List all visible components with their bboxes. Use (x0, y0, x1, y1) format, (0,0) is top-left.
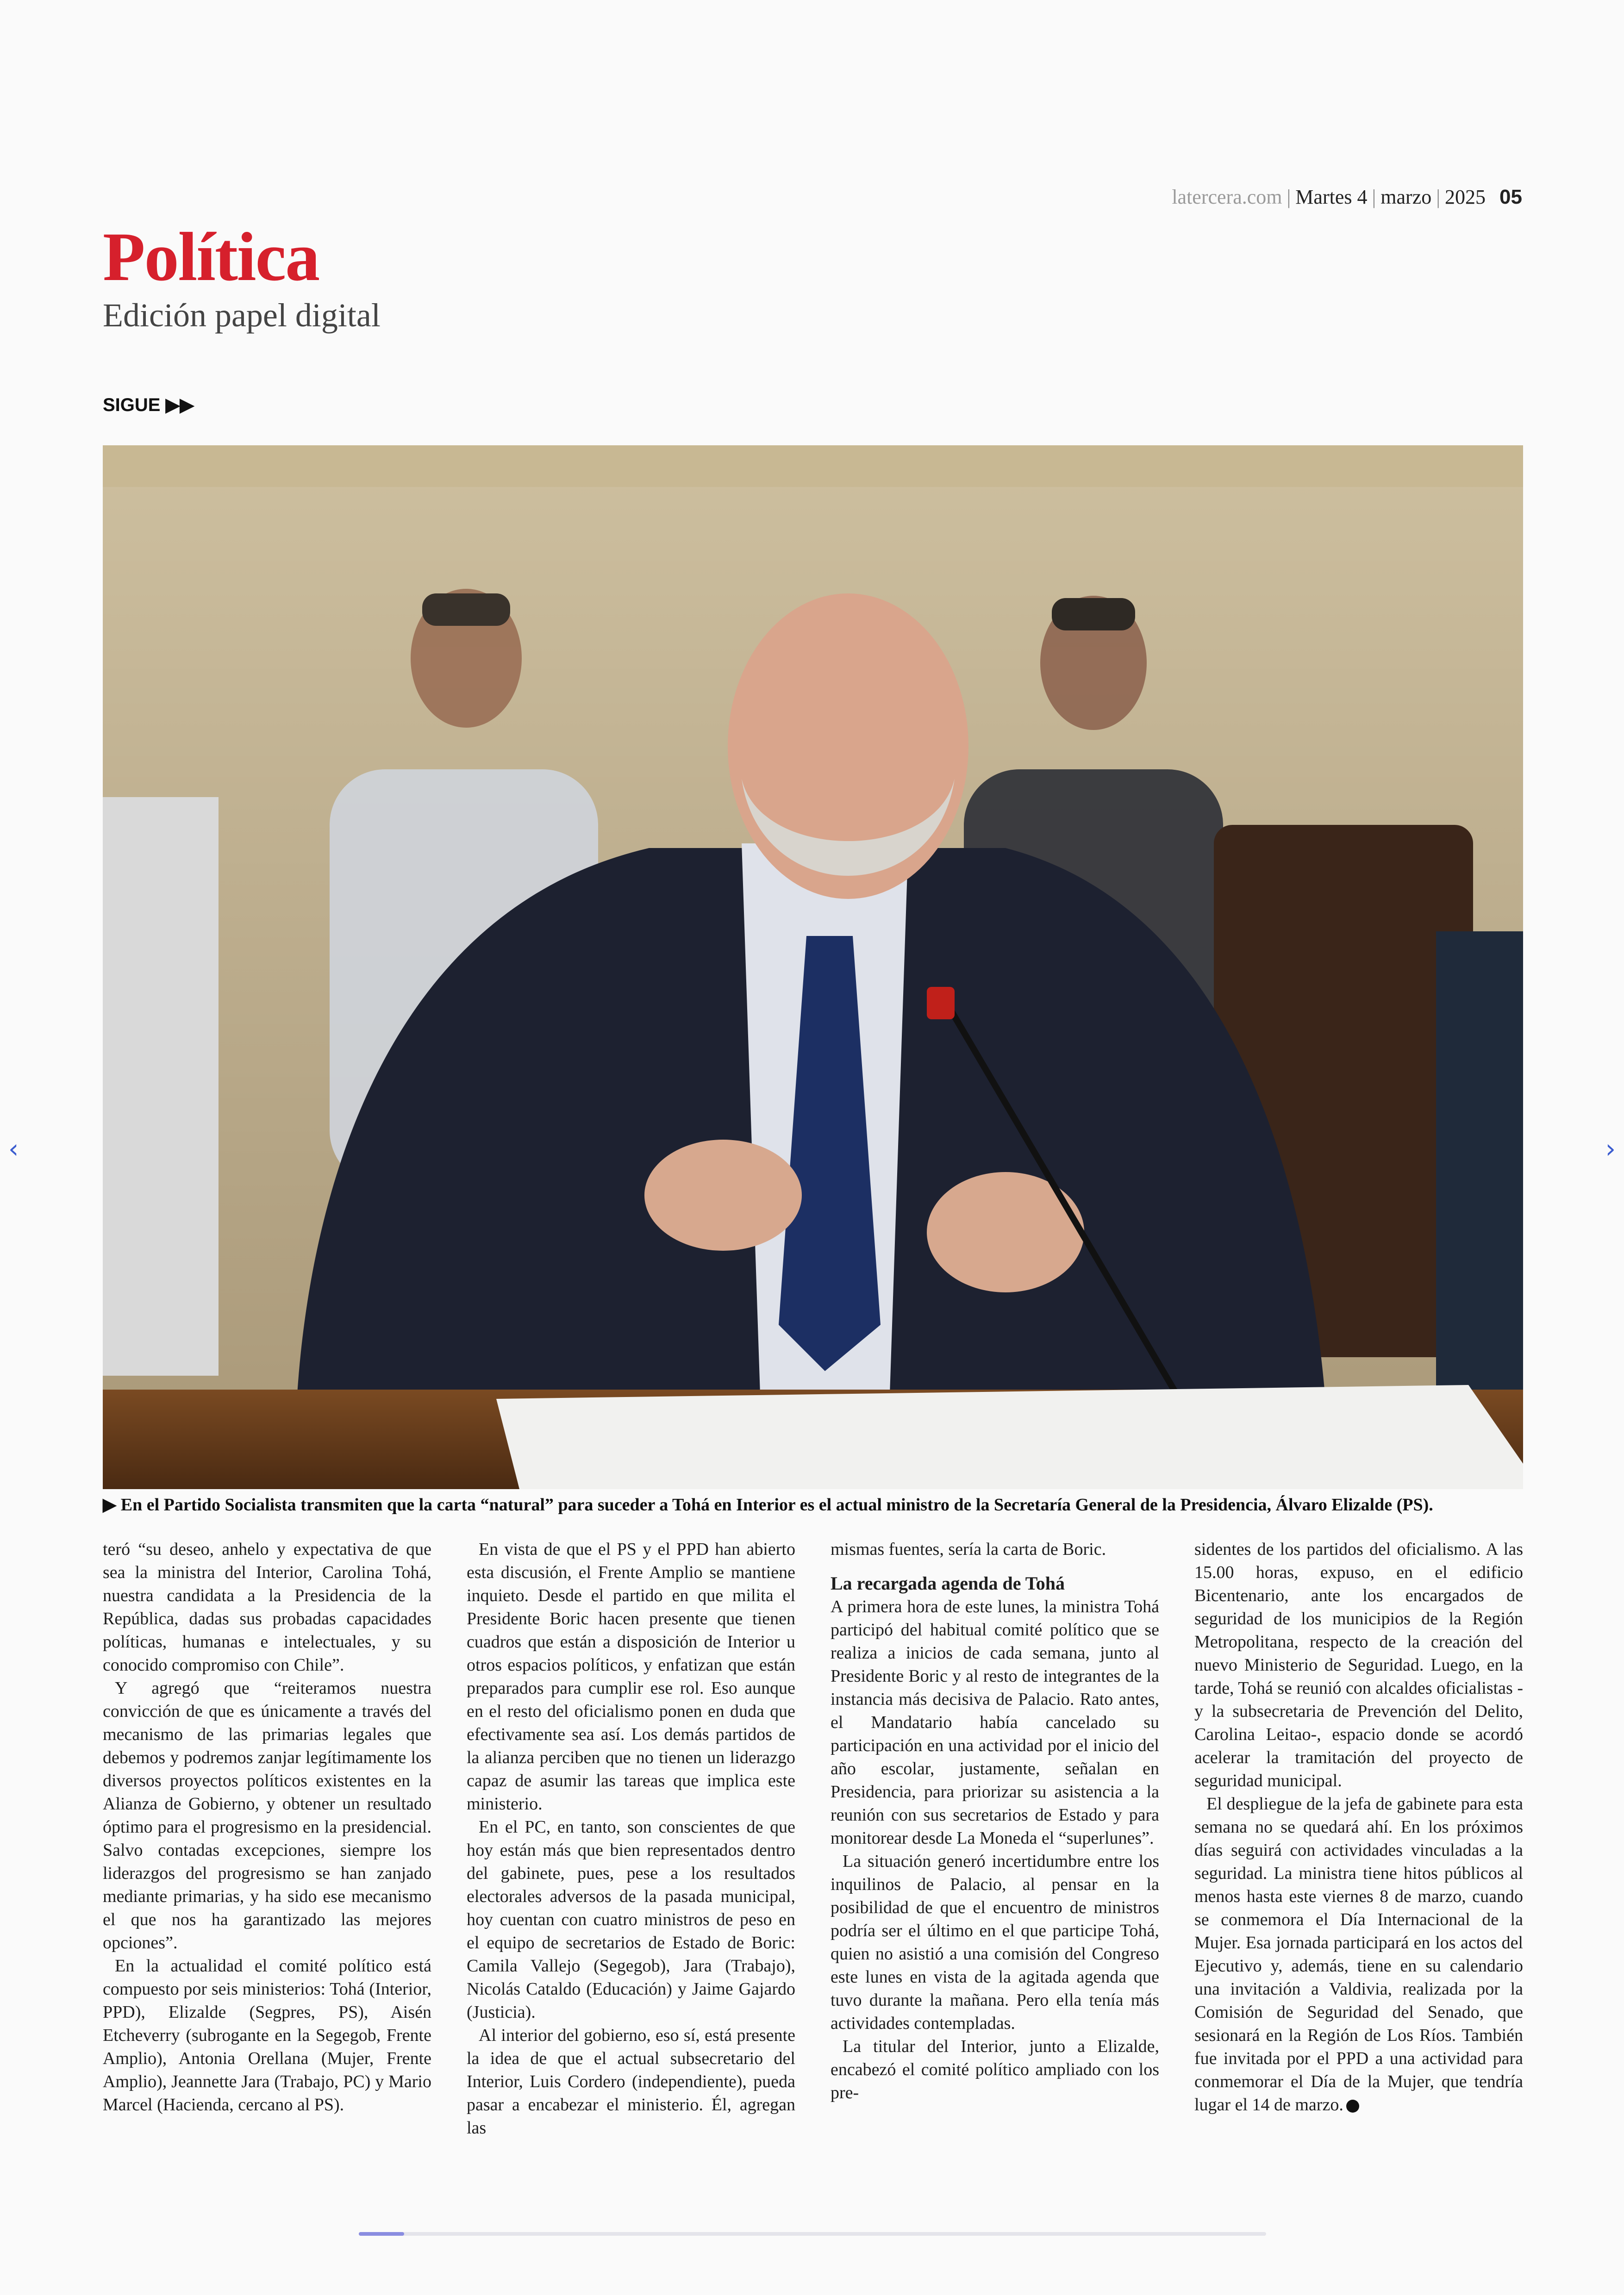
paragraph (1194, 1792, 1523, 2116)
continue-label[interactable]: SIGUE ▶▶ (103, 395, 194, 415)
photo-caption: ▶ En el Partido Socialista transmiten que la carta “natural” para suceder a Tohá en Interior es el actual ministro de la Secretaría General de la Presidencia, Álvaro Elizalde (PS). (103, 1495, 1433, 1515)
chevron-left-icon: ‹ (8, 1134, 19, 1164)
photo-illustration (103, 445, 1523, 1489)
end-of-article-icon (1346, 2100, 1359, 2113)
paragraph: mismas fuentes, sería la carta de Boric. (831, 1540, 1106, 1559)
reading-progress-bar[interactable] (359, 2232, 1266, 2236)
paragraph: La situación generó incertidumbre entre los inquilinos de Palacio, al pensar en la posibilidad de que el encuentro de ministros podría ser el último en el que participe Tohá, quien no asistió a una comisión del Congreso este lunes en vista de la agitada agenda que tuvo durante la mañana. Pero ella tenía más actividades contempladas. (831, 1852, 1159, 2033)
reading-progress-fill (359, 2232, 404, 2236)
article-column-1 (103, 1538, 431, 2139)
page-number: 05 (1499, 186, 1522, 208)
article-column-4 (1194, 1538, 1523, 2139)
header-month: marzo (1380, 186, 1432, 208)
chevron-right-icon: › (1605, 1134, 1616, 1164)
article-subheading: La recargada agenda de Tohá (831, 1573, 1065, 1594)
header-separator: | (1436, 186, 1441, 208)
paragraph: La titular del Interior, junto a Elizalde, encabezó el comité político ampliado con los pre- (831, 2037, 1159, 2102)
header-separator: | (1372, 186, 1376, 208)
header-day: Martes 4 (1295, 186, 1368, 208)
paragraph: Y agregó que “reiteramos nuestra convicción de que es únicamente a través del mecanismo de las primarias legales que debemos y podremos zanjar legítimamente los diversos proyectos políticos existentes en la Alianza de Gobierno, y obtener un resultado óptimo para el progresismo en la presidencial. Salvo contadas excepciones, siempre los liderazgos del progresismo se han zanjado mediante primarias, y ha sido ese mecanismo el que nos ha garantizado las mejores opciones”. (103, 1678, 431, 1952)
section-subtitle: Edición papel digital (103, 297, 381, 334)
paragraph: En vista de que el PS y el PPD han abierto esta discusión, el Frente Amplio se mantiene inquieto. Desde el partido en que milita el Presidente Boric hacen presente que tienen cuadros que están a disposición de Interior u otros espacios políticos, y enfatizan que están preparados para cumplir ese rol. Eso aunque en el resto del oficialismo ponen en duda que efectivamente sea así. Los demás partidos de la alianza perciben que no tienen un liderazgo capaz de asumir las tareas que implica este ministerio. (467, 1540, 795, 1814)
next-page-button[interactable] (1605, 1134, 1616, 1164)
paragraph: En la actualidad el comité político está compuesto por seis ministerios: Tohá (Interior, PPD), Elizalde (Segpres, PS), Aisén Etcheverry (subrogante en la Segegob, Frente Amplio), Antonia Orellana (Mujer, Frente Amplio), Jeannette Jara (Trabajo, PC) y Mario Marcel (Hacienda, cercano al PS). (103, 1956, 431, 2114)
header-year: 2025 (1445, 186, 1486, 208)
header-separator: | (1287, 186, 1291, 208)
article-body (103, 1538, 1523, 2139)
previous-page-button[interactable] (8, 1134, 19, 1164)
paragraph: A primera hora de este lunes, la ministra Tohá participó del habitual comité político que se realiza a inicios de cada semana, junto al Presidente Boric y al resto de integrantes de la instancia más decisiva de Palacio. Rato antes, el Mandatario había cancelado su participación en una actividad por el inicio del año escolar, justamente, señalan en Presidencia, para priorizar su asistencia a la reunión con sus secretarios de Estado y para monitorear desde La Moneda el “superlunes”. (831, 1597, 1159, 1848)
paragraph: teró “su deseo, anhelo y expectativa de que sea la ministra del Interior, Carolina Tohá, nuestra candidata a la Presidencia de la República, dadas sus probadas capacidades políticas, humanas e intelectuales, y su conocido compromiso con Chile”. (103, 1540, 431, 1675)
article-column-2 (467, 1538, 795, 2139)
paragraph: sidentes de los partidos del oficialismo. A las 15.00 horas, expuso, en el edificio Bicentenario, ante los encargados de seguridad de los municipios de la Región Metropolitana, respecto de la creación del nuevo Ministerio de Seguridad. Luego, en la tarde, Tohá se reunió con alcaldes oficialistas -y la subsecretaria de Prevención del Delito, Carolina Leitao-, espacio donde se acordó acelerar la tramitación del proyecto de seguridad municipal. (1194, 1540, 1523, 1790)
article-column-3 (831, 1538, 1159, 2139)
page-header (1172, 185, 1522, 209)
section-title: Política (103, 218, 319, 295)
paragraph: En el PC, en tanto, son conscientes de que hoy están más que bien representados dentro del gabinete, pues, pese a los resultados electorales adversos de la pasada municipal, hoy cuentan con cuatro ministros de peso en el equipo de secretarios de Estado de Boric: Camila Vallejo (Segegob), Jara (Trabajo), Nicolás Cataldo (Educación) y Jaime Gajardo (Justicia). (467, 1817, 795, 2022)
site-name[interactable]: latercera.com (1172, 186, 1282, 208)
paragraph-text: El despliegue de la jefa de gabinete para esta semana no se quedará ahí. En los próximos días seguirá con actividades vinculadas a la seguridad. La ministra tiene hitos públicos al menos hasta este viernes 8 de marzo, cuando se conmemora el Día Internacional de la Mujer. Esa jornada participará en los actos del Ejecutivo y, además, tiene en su calendario una invitación a Valdivia, realizada por la Comisión de Seguridad del Senado, que sesionará en la Región de Los Ríos. También fue invitada por el PPD a una actividad para conmemorar el Día de la Mujer, que tendría lugar el 14 de marzo. (1194, 1794, 1523, 2114)
article-photo (103, 445, 1523, 1489)
paragraph: Al interior del gobierno, eso sí, está presente la idea de que el actual subsecretario del Interior, Luis Cordero (independiente), pueda pasar a encabezar el ministerio. Él, agregan las (467, 2026, 795, 2138)
